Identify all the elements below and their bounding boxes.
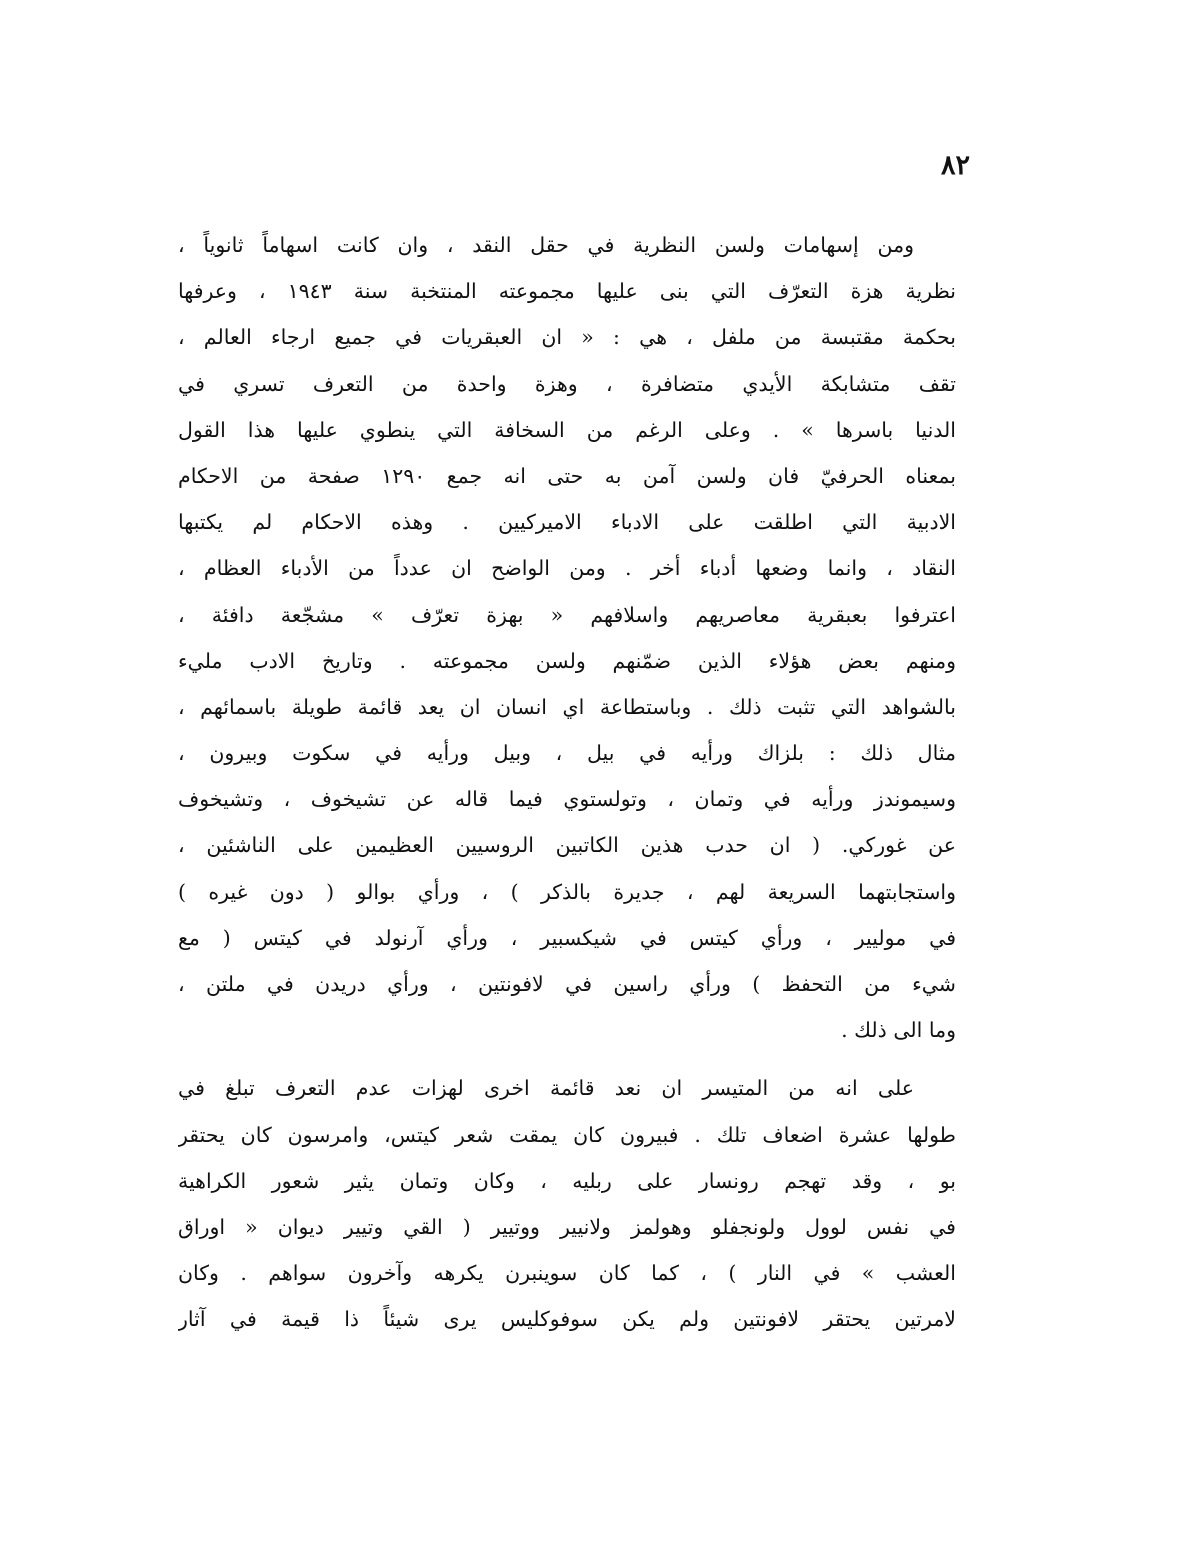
text-line: اعترفوا بعبقرية معاصريهم واسلافهم « بهزة تعرّف » مشجّعة دافئة ، [178, 602, 956, 627]
text-line: نظرية هزة التعرّف التي بنى عليها مجموعته المنتخبة سنة ١٩٤٣ ، وعرفها [178, 279, 956, 304]
text-line: وسيموندز ورأيه في وتمان ، وتولستوي فيما قاله عن تشيخوف ، وتشيخوف [178, 787, 956, 812]
text-line: مثال ذلك : بلزاك ورأيه في بيل ، وبيل ورأيه في سكوت وبيرون ، [178, 741, 956, 766]
text-line: بحكمة مقتبسة من ملفل ، هي : « ان العبقريات في جميع ارجاء العالم ، [178, 325, 956, 350]
text-line: في نفس لوول ولونجفلو وهولمز ولانيير ووتيير ( القي وتيير ديوان « اوراق [178, 1214, 956, 1239]
text-line: في موليير ، ورأي كيتس في شيكسبير ، ورأي آرنولد في كيتس ( مع [178, 925, 956, 950]
text-line: الدنيا باسرها » . وعلى الرغم من السخافة التي ينطوي عليها هذا القول [178, 417, 956, 442]
text-line: وما الى ذلك . [841, 1018, 956, 1043]
text-line: بو ، وقد تهجم رونسار على ربليه ، وكان وتمان يثير شعور الكراهية [178, 1168, 956, 1193]
text-line: لامرتين يحتقر لافونتين ولم يكن سوفوكليس يرى شيئاً ذا قيمة في آثار [178, 1307, 956, 1332]
text-line: طولها عشرة اضعاف تلك . فبيرون كان يمقت شعر كيتس، وامرسون كان يحتقر [178, 1122, 956, 1147]
text-line: الادبية التي اطلقت على الادباء الاميركيين . وهذه الاحكام لم يكتبها [178, 510, 956, 535]
text-line: ومنهم بعض هؤلاء الذين ضمّنهم ولسن مجموعته . وتاريخ الادب مليء [178, 648, 956, 673]
text-line: على انه من المتيسر ان نعد قائمة اخرى لهزات عدم التعرف تبلغ في [178, 1076, 914, 1101]
text-line: النقاد ، وانما وضعها أدباء أخر . ومن الواضح ان عدداً من الأدباء العظام ، [178, 556, 956, 581]
text-line: واستجابتهما السريعة لهم ، جديرة بالذكر ) ، ورأي بوالو ( دون غيره ) [178, 879, 956, 904]
text-line: بمعناه الحرفيّ فان ولسن آمن به حتى انه جمع ١٢٩٠ صفحة من الاحكام [178, 463, 956, 488]
paragraph-1 [178, 222, 956, 1053]
text-line: ومن إسهامات ولسن النظرية في حقل النقد ، وان كانت اسهاماً ثانوياً ، [178, 233, 914, 257]
page-number: ٨٢ [940, 150, 970, 181]
text-line: العشب » في النار ) ، كما كان سوينبرن يكرهه وآخرون سواهم . وكان [178, 1261, 956, 1286]
body-text [178, 222, 956, 1343]
text-line: تقف متشابكة الأيدي متضافرة ، وهزة واحدة من التعرف تسري في [178, 371, 956, 396]
text-line: عن غوركي. ( ان حدب هذين الكاتبين الروسيين العظيمين على الناشئين ، [178, 833, 956, 858]
text-line: بالشواهد التي تثبت ذلك . وباستطاعة اي انسان ان يعد قائمة طويلة باسمائهم ، [178, 694, 956, 719]
text-line: شيء من التحفظ ) ورأي راسين في لافونتين ، ورأي دريدن في ملتن ، [178, 972, 956, 996]
paragraph-2 [178, 1065, 956, 1342]
